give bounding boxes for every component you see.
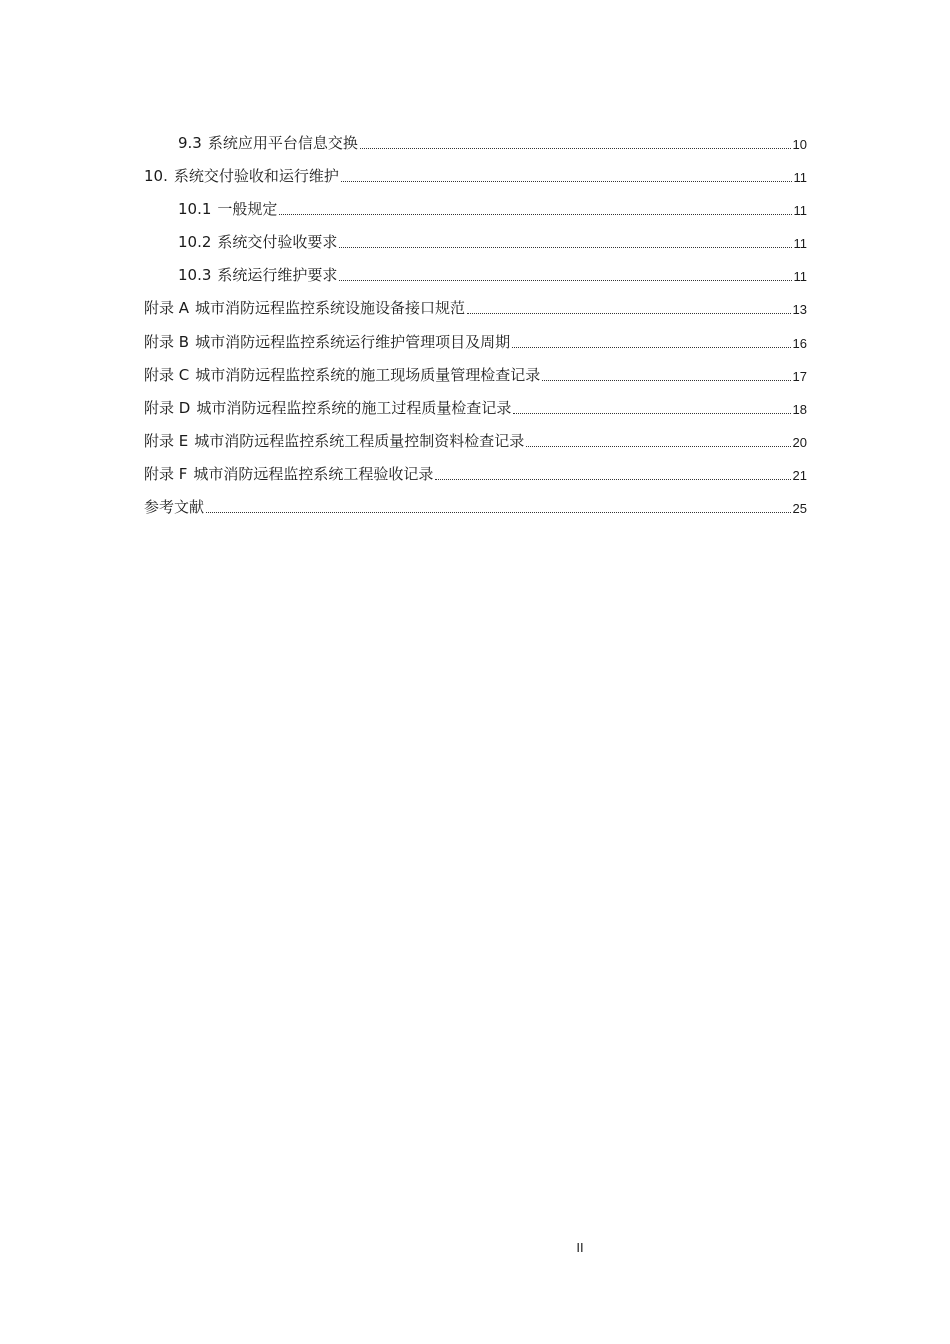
toc-entry-label (178, 136, 358, 153)
toc-entry-appendix-b[interactable] (144, 319, 807, 352)
toc-entry-label (178, 268, 337, 285)
toc-entry-label (144, 301, 465, 318)
toc-dot-leader (512, 347, 790, 348)
toc-entry-label (178, 202, 277, 219)
toc-page-number: 11 (793, 236, 807, 251)
toc-entry-label (144, 434, 524, 451)
toc-entry-label (144, 335, 510, 352)
toc-page-number: 25 (792, 501, 807, 516)
toc-entry-title: 城市消防远程监控系统工程验收记录 (193, 465, 434, 483)
toc-page-number: 10 (792, 137, 807, 152)
toc-entry-appendix-f[interactable] (144, 451, 807, 484)
toc-entry-number: 附录 E (144, 432, 189, 450)
toc-page-number: 21 (792, 468, 807, 483)
toc-page-number: 13 (792, 302, 807, 317)
toc-entry-number: 10. (144, 167, 168, 185)
toc-entry-label (144, 169, 339, 186)
toc-entry-number: 10.1 (178, 200, 212, 218)
toc-entry-label (144, 467, 433, 484)
toc-page-number: 11 (793, 269, 807, 284)
toc-dot-leader (206, 512, 791, 513)
toc-entry-number: 附录 A (144, 299, 190, 317)
toc-entry-label (178, 235, 337, 252)
toc-entry-title: 一般规定 (217, 200, 278, 218)
toc-dot-leader (542, 380, 790, 381)
toc-page-number: 20 (792, 435, 807, 450)
toc-entry-title: 城市消防远程监控系统运行维护管理项目及周期 (195, 333, 511, 351)
toc-entry-label (144, 500, 204, 517)
toc-entry-number: 附录 C (144, 366, 190, 384)
toc-entry-appendix-c[interactable] (144, 352, 807, 385)
toc-entry-number: 10.2 (178, 233, 212, 251)
toc-dot-leader (339, 280, 791, 281)
toc-entry-number: 附录 B (144, 333, 190, 351)
toc-dot-leader (513, 413, 790, 414)
toc-entry-title: 系统应用平台信息交换 (207, 134, 358, 152)
toc-entry-10-1[interactable] (178, 186, 807, 219)
toc-page-number: 18 (792, 402, 807, 417)
toc-dot-leader (341, 181, 792, 182)
toc-page-number: 11 (793, 203, 807, 218)
toc-entry-appendix-a[interactable] (144, 285, 807, 318)
toc-dot-leader (467, 313, 790, 314)
toc-entry-number: 10.3 (178, 266, 212, 284)
toc-entry-10-3[interactable] (178, 252, 807, 285)
toc-entry-number: 附录 F (144, 465, 188, 483)
toc-dot-leader (360, 148, 791, 149)
toc-page-number: 16 (792, 336, 807, 351)
toc-entry-label (144, 401, 511, 418)
toc-entry-10-2[interactable] (178, 219, 807, 252)
toc-entry-title: 城市消防远程监控系统的施工过程质量检查记录 (196, 399, 512, 417)
toc-entry-title: 系统交付验收和运行维护 (173, 167, 339, 185)
toc-entry-9-3[interactable] (178, 120, 807, 153)
toc-entry-title: 城市消防远程监控系统设施设备接口规范 (195, 299, 466, 317)
toc-entry-title: 参考文献 (144, 498, 205, 516)
toc-entry-references[interactable] (144, 484, 807, 517)
toc-entry-appendix-e[interactable] (144, 418, 807, 451)
toc-entry-title: 城市消防远程监控系统工程质量控制资料检查记录 (194, 432, 525, 450)
toc-dot-leader (435, 479, 790, 480)
toc-page-number: 11 (793, 170, 807, 185)
toc-dot-leader (279, 214, 791, 215)
toc-entry-number: 9.3 (178, 134, 202, 152)
page-footer-number: II (576, 1240, 584, 1255)
toc-dot-leader (339, 247, 791, 248)
toc-page-number: 17 (792, 369, 807, 384)
toc-entry-label (144, 368, 540, 385)
toc-entry-number: 附录 D (144, 399, 191, 417)
toc-dot-leader (526, 446, 790, 447)
toc-entry-title: 城市消防远程监控系统的施工现场质量管理检查记录 (195, 366, 541, 384)
toc-entry-appendix-d[interactable] (144, 385, 807, 418)
toc-entry-title: 系统运行维护要求 (217, 266, 338, 284)
toc-entry-title: 系统交付验收要求 (217, 233, 338, 251)
toc-entry-10[interactable] (144, 153, 807, 186)
